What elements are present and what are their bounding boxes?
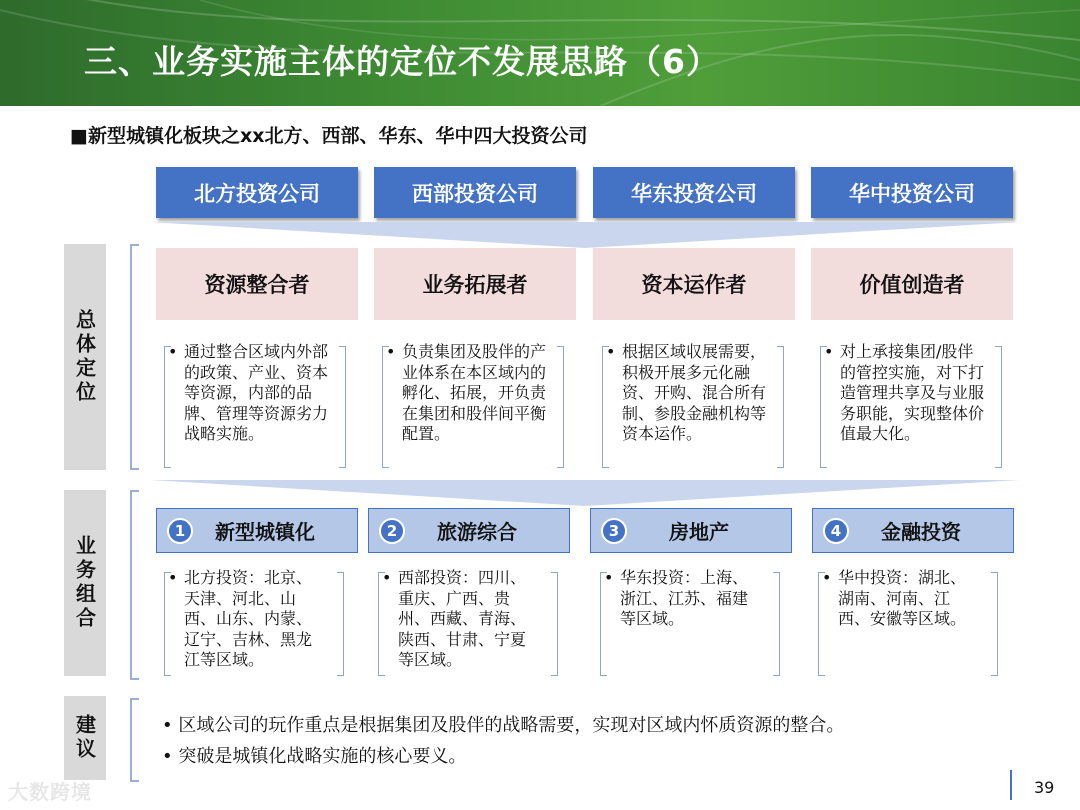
business-label: 新型城镇化 — [215, 520, 315, 544]
role-description: • 负责集团及股伴的产业体系在本区域内的孵化、拓展，开负责在集团和股伴间平衡配置。 — [384, 342, 550, 468]
role-description: • 对上承接集团/股伴的管控实施，对下打造管理共享及与业服务职能，实现整体价值最大化。 — [822, 342, 988, 468]
watermark: 大数跨境 — [8, 780, 92, 804]
number-badge: 2 — [379, 518, 405, 544]
bracket-suggestion — [130, 698, 139, 782]
sidebar-positioning — [64, 244, 106, 470]
business-description: • 北方投资：北京、天津、河北、山西、山东、内蒙、辽宁、吉林、黑龙江等区域。 — [166, 568, 316, 676]
funnel-arrow-top — [150, 220, 1020, 250]
business-finance — [812, 508, 1014, 553]
company-east: 华东投资公司 — [593, 167, 795, 218]
suggestion-item: • 区域公司的玩作重点是根据集团及股伴的战略需要，实现对区域内怀质资源的整合。 — [162, 715, 845, 736]
role-business-expander: 业务拓展者 — [374, 248, 576, 320]
page-number-divider — [1010, 770, 1012, 800]
suggestion-item: • 突破是城镇化战略实施的核心要义。 — [162, 746, 467, 767]
role-value-creator: 价值创造者 — [811, 248, 1013, 320]
company-north: 北方投资公司 — [156, 167, 358, 218]
sidebar-positioning-label: 总体定位 — [72, 309, 97, 405]
section-subtitle: ■新型城镇化板块之xx北方、西部、华东、华中四大投资公司 — [70, 125, 588, 147]
business-label: 金融投资 — [881, 520, 961, 544]
business-urbanization — [156, 508, 358, 553]
role-description: • 根据区域収展需要，积极开展多元化融资、开购、混合所有制、参股金融机构等资本运作。 — [604, 342, 770, 468]
number-badge: 4 — [823, 518, 849, 544]
business-description: • 华中投资：湖北、湖南、河南、江西、安徽等区域。 — [820, 568, 970, 676]
business-real-estate — [590, 508, 792, 553]
sidebar-suggestion-label: 建议 — [72, 714, 97, 762]
business-description: • 西部投资：四川、重庆、广西、贵州、西藏、青海、陕西、甘肃、宁夏等区域。 — [380, 568, 530, 676]
role-description: • 通过整合区域内外部的政策、产业、资本等资源，内部的品牌、管理等资源劣力战略实施。 — [166, 342, 332, 468]
funnel-arrow-middle — [150, 478, 1020, 508]
page-title: 三、业务实施主体的定位不发展思路（6） — [84, 42, 720, 81]
bracket-business — [130, 490, 139, 680]
title-banner — [0, 0, 1080, 106]
sidebar-suggestion — [64, 696, 106, 780]
business-description: • 华东投资：上海、浙江、江苏、福建等区域。 — [602, 568, 752, 676]
business-tourism — [368, 508, 570, 553]
company-central: 华中投资公司 — [811, 167, 1013, 218]
number-badge: 3 — [601, 518, 627, 544]
sidebar-business — [64, 490, 106, 676]
business-label: 房地产 — [669, 520, 729, 544]
business-label: 旅游综合 — [437, 520, 517, 544]
role-resource-integrator: 资源整合者 — [156, 248, 358, 320]
company-west: 西部投资公司 — [374, 167, 576, 218]
bracket-positioning — [130, 244, 139, 470]
sidebar-business-label: 业务组合 — [72, 535, 97, 631]
role-capital-operator: 资本运作者 — [593, 248, 795, 320]
page-number: 39 — [1034, 778, 1055, 797]
number-badge: 1 — [167, 518, 193, 544]
